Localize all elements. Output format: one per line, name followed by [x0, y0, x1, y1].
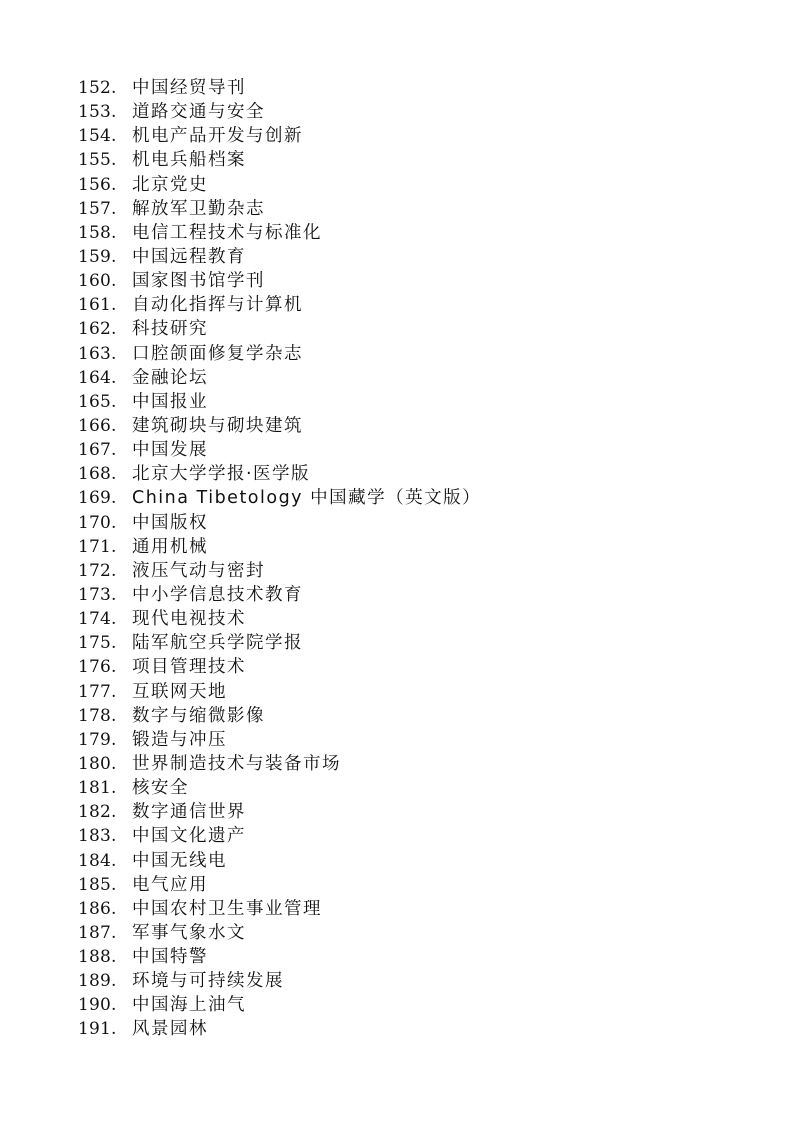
journal-title: 军事气象水文 — [132, 922, 246, 943]
journal-title: 中国海上油气 — [132, 995, 246, 1016]
list-item — [78, 728, 481, 752]
item-number: 162. — [78, 319, 117, 340]
item-number: 168. — [78, 464, 117, 485]
list-item — [78, 414, 481, 438]
journal-title: 建筑砌块与砌块建筑 — [132, 415, 303, 436]
journal-title: 国家图书馆学刊 — [132, 271, 265, 292]
journal-title: 中国发展 — [132, 440, 208, 461]
list-item — [78, 921, 481, 945]
item-number: 165. — [78, 391, 117, 412]
journal-title: 数字通信世界 — [132, 802, 246, 823]
item-number: 186. — [78, 898, 117, 919]
item-number: 164. — [78, 367, 117, 388]
list-item — [78, 873, 481, 897]
journal-title: China Tibetology 中国藏学（英文版） — [132, 488, 482, 509]
list-item — [78, 390, 481, 414]
item-number: 183. — [78, 826, 117, 847]
list-item — [78, 511, 481, 535]
item-number: 178. — [78, 705, 117, 726]
list-item — [78, 438, 481, 462]
journal-title: 口腔颌面修复学杂志 — [132, 343, 303, 364]
item-number: 181. — [78, 778, 117, 799]
item-number: 166. — [78, 415, 117, 436]
item-number: 156. — [78, 174, 117, 195]
item-number: 169. — [78, 488, 117, 509]
item-number: 176. — [78, 657, 117, 678]
list-item — [78, 631, 481, 655]
journal-title: 中国版权 — [132, 512, 208, 533]
item-number: 180. — [78, 753, 117, 774]
list-item — [78, 704, 481, 728]
list-item — [78, 269, 481, 293]
list-item — [78, 317, 481, 341]
list-item — [78, 366, 481, 390]
item-number: 190. — [78, 995, 117, 1016]
journal-title: 机电产品开发与创新 — [132, 126, 303, 147]
list-item — [78, 583, 481, 607]
journal-title: 机电兵船档案 — [132, 150, 246, 171]
list-item — [78, 462, 481, 486]
list-item — [78, 148, 481, 172]
item-number: 171. — [78, 536, 117, 557]
list-item — [78, 897, 481, 921]
list-item — [78, 486, 481, 510]
list-item — [78, 945, 481, 969]
list-item — [78, 342, 481, 366]
item-number: 189. — [78, 971, 117, 992]
journal-list — [78, 76, 481, 1042]
journal-title: 核安全 — [132, 778, 189, 799]
item-number: 188. — [78, 947, 117, 968]
journal-title: 金融论坛 — [132, 367, 208, 388]
journal-title: 通用机械 — [132, 536, 208, 557]
item-number: 172. — [78, 560, 117, 581]
list-item — [78, 800, 481, 824]
item-number: 157. — [78, 198, 117, 219]
journal-title: 电气应用 — [132, 874, 208, 895]
item-number: 184. — [78, 850, 117, 871]
list-item — [78, 245, 481, 269]
item-number: 179. — [78, 729, 117, 750]
journal-title: 电信工程技术与标准化 — [132, 222, 322, 243]
journal-title: 解放军卫勤杂志 — [132, 198, 265, 219]
list-item — [78, 100, 481, 124]
list-item — [78, 969, 481, 993]
list-item — [78, 849, 481, 873]
item-number: 163. — [78, 343, 117, 364]
item-number: 187. — [78, 922, 117, 943]
journal-title: 中国无线电 — [132, 850, 227, 871]
list-item — [78, 655, 481, 679]
item-number: 153. — [78, 102, 117, 123]
list-item — [78, 76, 481, 100]
list-item — [78, 197, 481, 221]
list-item — [78, 607, 481, 631]
item-number: 170. — [78, 512, 117, 533]
journal-title: 北京大学学报·医学版 — [132, 464, 311, 485]
journal-title: 中国特警 — [132, 947, 208, 968]
item-number: 182. — [78, 802, 117, 823]
journal-title: 中小学信息技术教育 — [132, 584, 303, 605]
list-item — [78, 173, 481, 197]
journal-title: 世界制造技术与装备市场 — [132, 753, 341, 774]
item-number: 175. — [78, 633, 117, 654]
item-number: 167. — [78, 440, 117, 461]
journal-title: 数字与缩微影像 — [132, 705, 265, 726]
journal-title: 液压气动与密封 — [132, 560, 265, 581]
item-number: 177. — [78, 681, 117, 702]
item-number: 155. — [78, 150, 117, 171]
journal-title: 锻造与冲压 — [132, 729, 227, 750]
list-item — [78, 293, 481, 317]
item-number: 174. — [78, 609, 117, 630]
journal-title: 互联网天地 — [132, 681, 227, 702]
list-item — [78, 1017, 481, 1041]
list-item — [78, 221, 481, 245]
list-item — [78, 776, 481, 800]
list-item — [78, 559, 481, 583]
journal-title: 中国经贸导刊 — [132, 78, 246, 98]
journal-title: 项目管理技术 — [132, 657, 246, 678]
item-number: 160. — [78, 271, 117, 292]
item-number: 191. — [78, 1019, 117, 1040]
journal-title: 中国农村卫生事业管理 — [132, 898, 322, 919]
list-item — [78, 993, 481, 1017]
item-number: 158. — [78, 222, 117, 243]
journal-title: 自动化指挥与计算机 — [132, 295, 303, 316]
list-item — [78, 124, 481, 148]
journal-title: 中国文化遗产 — [132, 826, 246, 847]
journal-title: 中国远程教育 — [132, 246, 246, 267]
list-item — [78, 824, 481, 848]
item-number: 154. — [78, 126, 117, 147]
journal-title: 环境与可持续发展 — [132, 971, 284, 992]
item-number: 185. — [78, 874, 117, 895]
journal-title: 道路交通与安全 — [132, 102, 265, 123]
journal-title: 北京党史 — [132, 174, 208, 195]
journal-title: 陆军航空兵学院学报 — [132, 633, 303, 654]
item-number: 173. — [78, 584, 117, 605]
journal-title: 风景园林 — [132, 1019, 208, 1040]
list-item — [78, 680, 481, 704]
list-item — [78, 752, 481, 776]
journal-title: 科技研究 — [132, 319, 208, 340]
item-number: 161. — [78, 295, 117, 316]
journal-title: 中国报业 — [132, 391, 208, 412]
journal-title: 现代电视技术 — [132, 609, 246, 630]
item-number: 152. — [78, 78, 117, 98]
item-number: 159. — [78, 246, 117, 267]
list-item — [78, 535, 481, 559]
